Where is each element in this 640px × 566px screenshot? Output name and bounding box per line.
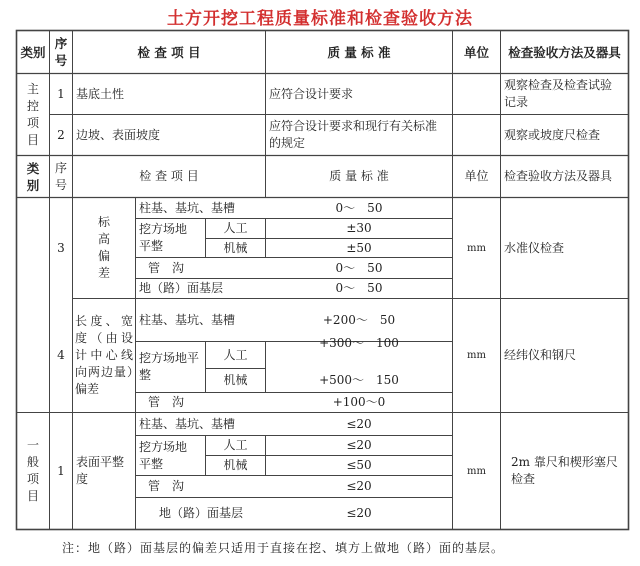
g4-r1-val: +200～ 50: [322, 312, 396, 327]
g3-r2-b: 机械: [223, 240, 248, 255]
g1-r4-sub: 地（路）面基层: [158, 506, 243, 520]
page-title: 土方开挖工程质量标准和检查验收方法: [167, 9, 473, 29]
header2-method: 检查验收方法及器具: [504, 169, 613, 183]
g4-r3-sub: 管 沟: [147, 395, 184, 409]
header2-unit: 单位: [464, 169, 489, 183]
g4-unit: mm: [467, 350, 486, 361]
g3-unit: mm: [467, 242, 486, 254]
main-item-2: 边坡、表面坡度: [76, 127, 161, 142]
g4-r2-a-val: +300～ 100: [319, 335, 399, 350]
g1-seq: 1: [57, 463, 65, 478]
main-seq-1: 1: [57, 86, 65, 101]
g3-seq: 3: [57, 240, 65, 255]
g3-r4-sub: 地（路）面基层: [139, 281, 224, 295]
main-category: 主控项目: [26, 81, 39, 147]
g1-r3-sub: 管 沟: [147, 479, 184, 493]
general-category: 一般项目: [26, 438, 39, 503]
g3-r4-val: 0～ 50: [335, 281, 383, 295]
g4-method: 经纬仪和钢尺: [504, 348, 577, 362]
g1-r2-sub: 挖方场地平整: [139, 439, 188, 471]
g4-r1-sub: 柱基、基坑、基槽: [139, 312, 236, 327]
g1-item: 表面平整度: [76, 455, 125, 486]
g3-r2-a: 人工: [223, 221, 248, 235]
main-seq-2: 2: [57, 127, 65, 142]
header-item: 检 查 项 目: [137, 44, 201, 60]
g4-r2-b: 机械: [223, 373, 248, 387]
header2-seq: 序号: [54, 160, 67, 192]
g3-r3-val: 0～ 50: [335, 260, 383, 275]
g4-item: 长度、宽度（由设计中心线向两边量）偏差: [75, 314, 133, 396]
g1-method: 2m 靠尺和楔形塞尺检查: [511, 455, 618, 486]
g4-r3-val: +100～0: [332, 395, 386, 409]
g1-r1-val: ≤20: [346, 416, 372, 431]
header2-standard: 质 量 标 准: [329, 169, 389, 183]
main-standard-1: 应符合设计要求: [269, 86, 354, 101]
header-seq: 序号: [54, 36, 68, 68]
g4-seq: 4: [57, 348, 65, 362]
g1-r2-a: 人工: [223, 438, 248, 452]
g3-r2-b-val: ±50: [346, 240, 372, 255]
g4-r2-sub: 挖方场地平整: [139, 351, 200, 382]
g3-r1-val: 0～ 50: [335, 200, 383, 215]
g1-r2-a-val: ≤20: [346, 438, 372, 452]
g3-r2-a-val: ±30: [346, 221, 372, 235]
g3-item: 标高偏差: [97, 215, 110, 280]
g1-r2-b: 机械: [223, 458, 248, 472]
g1-r1-sub: 柱基、基坑、基槽: [139, 416, 236, 431]
header-method: 检查验收方法及器具: [508, 44, 621, 60]
g3-r1-sub: 柱基、基坑、基槽: [139, 200, 236, 215]
header2-item: 检 查 项 目: [139, 169, 199, 183]
header-standard: 质 量 标 准: [327, 44, 391, 60]
main-item-1: 基底土性: [76, 86, 125, 101]
header2-category: 类别: [26, 160, 40, 193]
g4-r2-a: 人工: [223, 347, 248, 362]
g1-r2-b-val: ≤50: [346, 458, 372, 472]
footnote: 注：地（路）面基层的偏差只适用于直接在挖、填方上做地（路）面的基层。: [62, 541, 505, 555]
g3-method: 水准仪检查: [504, 240, 565, 255]
header-unit: 单位: [463, 44, 489, 60]
g3-r2-sub: 挖方场地平整: [139, 222, 188, 253]
g3-r3-sub: 管 沟: [147, 260, 184, 275]
main-standard-2: 应符合设计要求和现行有关标准的规定: [269, 119, 438, 150]
g1-r3-val: ≤20: [346, 479, 372, 493]
g1-unit: mm: [467, 465, 486, 477]
main-method-1: 观察检查及检查试验记录: [504, 78, 613, 109]
g1-r4-val: ≤20: [346, 506, 372, 520]
header-category: 类别: [20, 44, 46, 60]
g4-r2-b-val: +500～ 150: [319, 372, 399, 387]
main-method-2: 观察或坡度尺检查: [504, 127, 601, 142]
